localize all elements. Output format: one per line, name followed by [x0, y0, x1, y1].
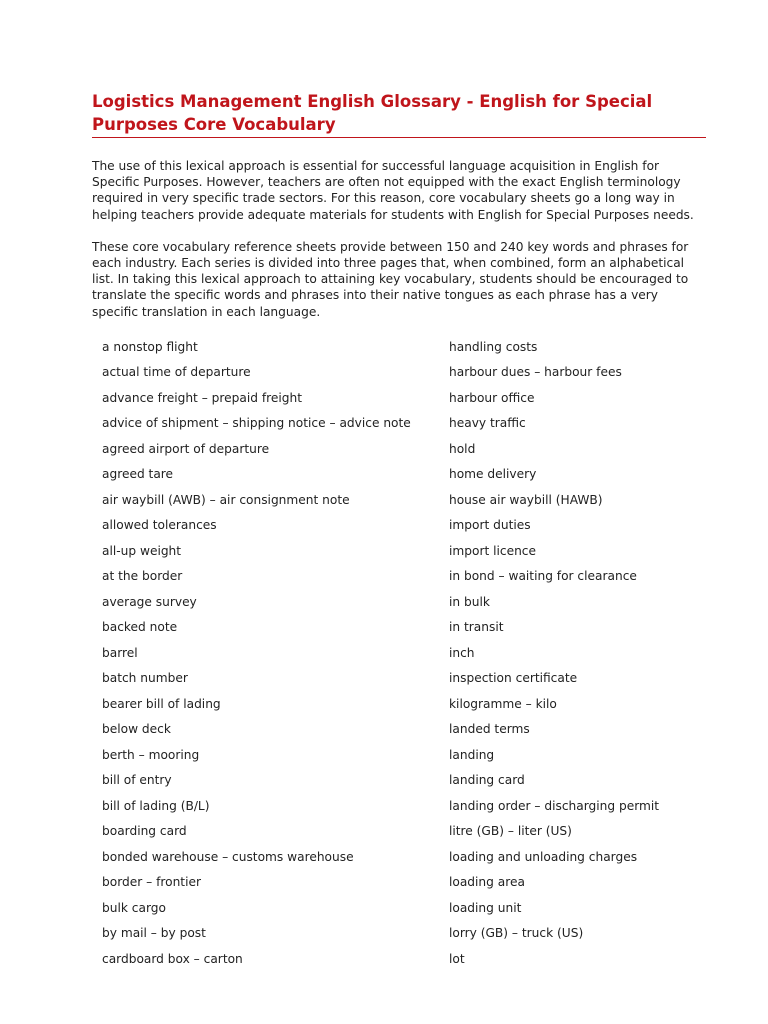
- glossary-term: bill of lading (B/L): [102, 798, 210, 813]
- glossary-term: air waybill (AWB) – air consignment note: [102, 492, 350, 507]
- glossary-term: landing: [449, 747, 495, 762]
- glossary-term: average survey: [102, 594, 197, 609]
- glossary-column-right: [449, 335, 706, 973]
- glossary-term: all-up weight: [102, 543, 182, 558]
- document-page: [92, 90, 706, 972]
- glossary-term: bearer bill of lading: [102, 696, 221, 711]
- glossary-term: in bond – waiting for clearance: [449, 569, 637, 584]
- glossary-term: by mail – by post: [102, 926, 206, 941]
- glossary-term: below deck: [102, 722, 171, 737]
- glossary-term: heavy traffic: [449, 416, 526, 431]
- glossary-term: in transit: [449, 620, 504, 635]
- glossary-term: kilogramme – kilo: [449, 696, 557, 711]
- glossary-term: bill of entry: [102, 773, 172, 788]
- glossary-term: batch number: [102, 671, 188, 686]
- glossary-term: loading and unloading charges: [449, 849, 638, 864]
- glossary-term: hold: [449, 441, 476, 456]
- glossary-term: loading unit: [449, 900, 522, 915]
- intro-paragraph: The use of this lexical approach is essential for successful language acquisition in English for Specific Purposes. However, teachers are often not equipped with the exact English terminology required in very specific trade sectors. For this reason, core vocabulary sheets go a long way in helping teachers provide adequate materials for students with English for Special Purposes needs.: [92, 159, 694, 222]
- glossary-term: backed note: [102, 620, 178, 635]
- glossary-term: bonded warehouse – customs warehouse: [102, 849, 354, 864]
- glossary-term: berth – mooring: [102, 747, 200, 762]
- glossary-term: boarding card: [102, 824, 187, 839]
- glossary-term: landing order – discharging permit: [449, 798, 660, 813]
- glossary-term: a nonstop flight: [102, 339, 198, 354]
- glossary-term: barrel: [102, 645, 138, 660]
- glossary-term: house air waybill (HAWB): [449, 492, 603, 507]
- glossary-term: advice of shipment – shipping notice – advice note: [102, 416, 411, 431]
- page-title: Logistics Management English Glossary - English for Special Purposes Core Vocabulary: [92, 90, 706, 138]
- glossary-term: import licence: [449, 543, 537, 558]
- glossary-term: agreed tare: [102, 467, 174, 482]
- glossary-term: landing card: [449, 773, 525, 788]
- glossary-term: litre (GB) – liter (US): [449, 824, 572, 839]
- glossary-term: at the border: [102, 569, 183, 584]
- glossary-term: in bulk: [449, 594, 490, 609]
- glossary-term: harbour dues – harbour fees: [449, 365, 622, 380]
- glossary-term: actual time of departure: [102, 365, 251, 380]
- glossary-column-left: [92, 335, 449, 973]
- glossary-term: import duties: [449, 518, 531, 533]
- glossary-term: loading area: [449, 875, 525, 890]
- glossary-term: handling costs: [449, 339, 538, 354]
- glossary-term: border – frontier: [102, 875, 201, 890]
- glossary-term: inch: [449, 645, 475, 660]
- glossary-term: allowed tolerances: [102, 518, 217, 533]
- glossary-term: inspection certificate: [449, 671, 578, 686]
- glossary-term: harbour office: [449, 390, 535, 405]
- glossary-term: bulk cargo: [102, 900, 166, 915]
- glossary-term: landed terms: [449, 722, 530, 737]
- glossary-term: lorry (GB) – truck (US): [449, 926, 584, 941]
- glossary-term: home delivery: [449, 467, 537, 482]
- glossary-term: advance freight – prepaid freight: [102, 390, 303, 405]
- glossary-term: agreed airport of departure: [102, 441, 270, 456]
- glossary-term: lot: [449, 951, 465, 966]
- glossary-term: cardboard box – carton: [102, 951, 243, 966]
- glossary-table: [92, 335, 706, 973]
- description-paragraph: These core vocabulary reference sheets provide between 150 and 240 key words and phrases for each industry. Each series is divided into three pages that, when combined, form an alphabetical list. In taking this lexical approach to attaining key vocabulary, students should be encouraged to translate the specific words and phrases into their native tongues as each phrase has a very specific translation in each language.: [92, 239, 689, 319]
